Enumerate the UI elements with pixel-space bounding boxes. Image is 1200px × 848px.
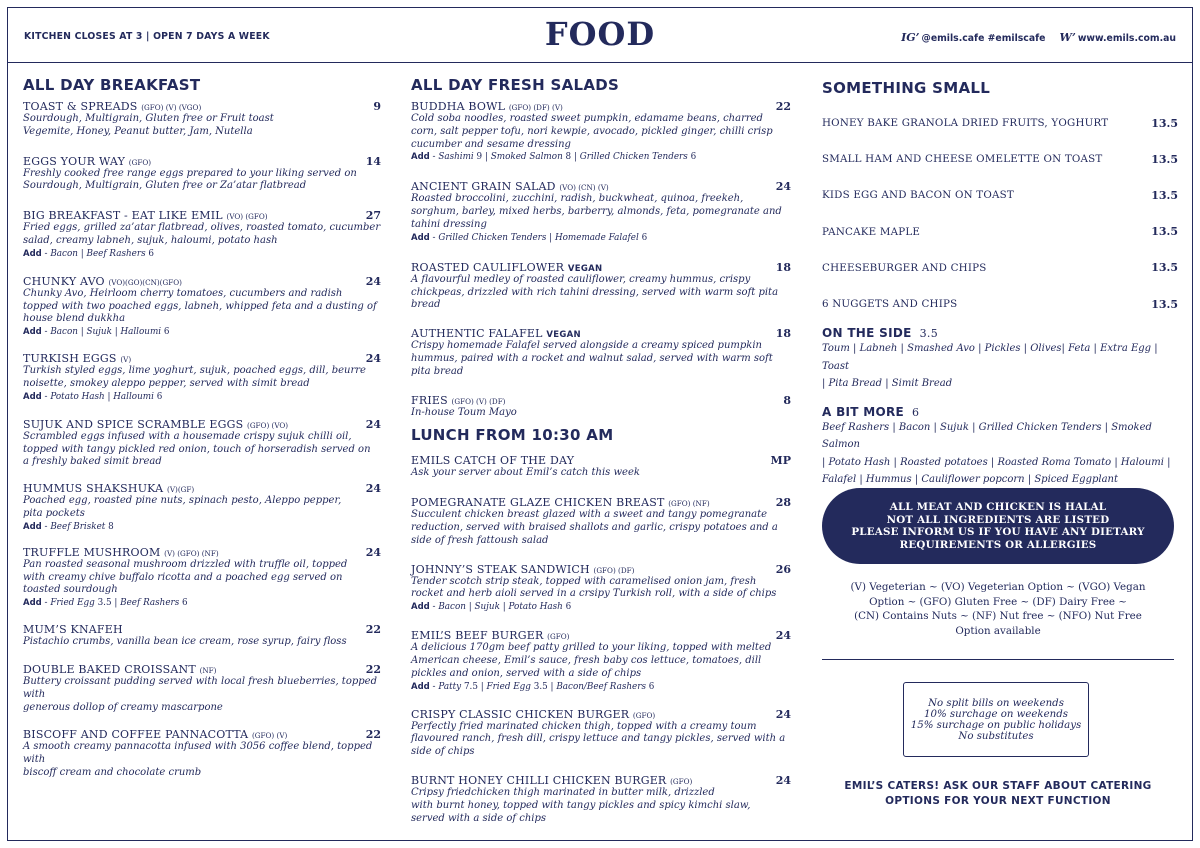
vegan-tag: VEGAN bbox=[546, 330, 581, 341]
dietary-tags: (V) (GFO) (NF) bbox=[164, 548, 219, 558]
legend-line: (V) Vegeterian ~ (VO) Vegeterian Option ~ (VGO) Vegan bbox=[850, 581, 1146, 593]
add-on-price: 6 bbox=[163, 327, 170, 338]
menu-item-header bbox=[411, 708, 791, 721]
menu-item-price: 9 bbox=[373, 100, 381, 113]
menu-item-name: SUJUK AND SPICE SCRAMBLE EGGS bbox=[23, 417, 244, 431]
menu-item-description: pita bread bbox=[411, 365, 464, 377]
dietary-tags: (GFO) (NF) bbox=[668, 499, 710, 509]
add-on-options: Potato Hash | Halloumi bbox=[50, 391, 154, 402]
menu-item-description: topped with tangy pickled red onion, touch of horseradish served on bbox=[23, 443, 371, 455]
on-the-side-label: ON THE SIDE bbox=[822, 326, 912, 341]
menu-item-price: 24 bbox=[365, 274, 381, 288]
menu-item-title bbox=[411, 180, 609, 193]
menu-item-name: CHEESEBURGER AND CHIPS bbox=[822, 261, 987, 274]
on-the-side-price: 3.5 bbox=[919, 327, 938, 341]
section-title-breakfast: ALL DAY BREAKFAST bbox=[23, 76, 201, 94]
menu-item bbox=[411, 261, 791, 312]
menu-item-price: 13.5 bbox=[1151, 188, 1178, 202]
add-label: Add bbox=[23, 521, 42, 532]
menu-item-description: bread bbox=[411, 299, 441, 311]
menu-item-header bbox=[411, 629, 791, 642]
menu-item-price: 24 bbox=[775, 629, 791, 643]
menu-item-description: Vegemite, Honey, Peanut butter, Jam, Nutella bbox=[23, 125, 253, 137]
menu-item-name: BUDDHA BOWL bbox=[411, 100, 506, 113]
menu-item-name: CHUNKY AVO bbox=[23, 274, 105, 288]
menu-item-description: corn, salt pepper tofu, nori kewpie, avocado, pickled ginger, chilli crisp bbox=[411, 125, 773, 137]
menu-item-description: a freshly baked simit bread bbox=[23, 456, 162, 468]
menu-item-name: ANCIENT GRAIN SALAD bbox=[411, 180, 556, 194]
column-salads-lunch bbox=[411, 74, 791, 825]
dietary-tags: (GFO) (DF) bbox=[593, 565, 635, 575]
menu-item-title bbox=[23, 100, 201, 113]
menu-item-name: PANCAKE MAPLE bbox=[822, 225, 921, 238]
add-on-price: 3.5 bbox=[97, 598, 112, 609]
menu-item-price: 28 bbox=[775, 496, 791, 510]
dietary-tags: (V) bbox=[120, 355, 132, 365]
menu-item-description: noisette, smokey aleppo pepper, served with simit bread bbox=[23, 377, 310, 389]
salads-list bbox=[411, 100, 791, 419]
menu-item-name: SMALL HAM AND CHEESE OMELETTE ON TOAST bbox=[822, 153, 1103, 166]
menu-item bbox=[411, 454, 791, 480]
menu-item bbox=[411, 563, 791, 615]
menu-item bbox=[411, 100, 791, 164]
small-list bbox=[822, 105, 1178, 322]
menu-item-header bbox=[411, 261, 791, 274]
menu-item-title bbox=[411, 708, 655, 721]
menu-item bbox=[23, 275, 381, 339]
menu-item-name: AUTHENTIC FALAFEL bbox=[411, 327, 543, 341]
menu-item-header bbox=[23, 482, 381, 495]
add-on-options: Grilled Chicken Tenders bbox=[579, 152, 688, 163]
menu-item-header bbox=[411, 454, 791, 467]
menu-item-title bbox=[23, 482, 194, 495]
add-on-price: 6 bbox=[148, 248, 154, 259]
on-the-side-title bbox=[822, 326, 1178, 340]
menu-item-description: Sourdough, Multigrain, Gluten free or Fruit toast bbox=[23, 113, 274, 124]
menu-item-description: topped with two poached eggs, labneh, whipped feta and a dusting of bbox=[23, 300, 377, 312]
halal-notice bbox=[822, 488, 1174, 564]
divider bbox=[822, 659, 1174, 660]
menu-item-name: CRISPY CLASSIC CHICKEN BURGER bbox=[411, 707, 630, 721]
menu-item-description: Roasted broccolini, zucchini, radish, buckwheat, quinoa, freekeh, bbox=[411, 193, 744, 205]
menu-item-description: In-house Toum Mayo bbox=[411, 406, 517, 418]
menu-item-description: A delicious 170gm beef patty grilled to your liking, topped with melted bbox=[411, 642, 772, 654]
menu-item-description: Chunky Avo, Heirloom cherry tomatoes, cucumbers and radish bbox=[23, 287, 343, 299]
add-on-options: Patty bbox=[438, 681, 462, 692]
menu-item-header bbox=[411, 563, 791, 576]
catering-callout bbox=[822, 779, 1174, 808]
menu-item-name: BIG BREAKFAST - EAT LIKE EMIL bbox=[23, 209, 223, 223]
add-label: Add bbox=[411, 152, 430, 163]
menu-item-title bbox=[411, 100, 563, 113]
menu-item bbox=[411, 496, 791, 547]
menu-item-title bbox=[411, 629, 569, 642]
add-on-price: 6 bbox=[690, 152, 697, 163]
add-on-price: 6 bbox=[641, 232, 648, 243]
add-on-options: Sashimi bbox=[438, 152, 474, 163]
menu-item-description: Pistachio crumbs, vanilla bean ice cream, rose syrup, fairy floss bbox=[23, 636, 347, 648]
menu-item-description: Fried eggs, grilled za’atar flatbread, olives, roasted tomato, cucumber bbox=[23, 222, 381, 234]
menu-item-description: Ask your server about Emil’s catch this week bbox=[411, 467, 640, 479]
menu-item-description: Pan roasted seasonal mushroom drizzled with truffle oil, topped bbox=[23, 558, 348, 570]
section-title-lunch: LUNCH FROM 10:30 AM bbox=[411, 426, 614, 445]
vegan-tag: VEGAN bbox=[567, 263, 603, 274]
small-menu-item bbox=[822, 214, 1178, 250]
add-on-options: Grilled Chicken Tenders | Homemade Falafel bbox=[438, 232, 639, 243]
menu-item-title bbox=[23, 663, 216, 676]
menu-item-description: Scrambled eggs infused with a housemade crispy sujuk chilli oil, bbox=[23, 430, 352, 442]
dietary-tags: (GFO) (V) bbox=[252, 731, 288, 741]
menu-item-header bbox=[23, 663, 381, 676]
menu-item-description: Turkish styled eggs, lime yoghurt, sujuk, poached eggs, dill, beurre bbox=[23, 365, 366, 377]
small-menu-item bbox=[822, 286, 1178, 322]
menu-item-title bbox=[411, 774, 692, 787]
notice-line: 10% surchage on weekends bbox=[924, 708, 1068, 720]
menu-item-header bbox=[411, 327, 791, 340]
menu-item bbox=[411, 774, 791, 825]
on-the-side-items bbox=[822, 340, 1178, 393]
dietary-tags: (GFO) (VO) bbox=[247, 420, 289, 430]
menu-item bbox=[23, 155, 381, 194]
menu-item-title bbox=[23, 352, 131, 365]
menu-item-price: 27 bbox=[365, 209, 381, 223]
dietary-tags: (VO) (GFO) bbox=[226, 212, 268, 222]
add-on-line: Add - Bacon | Sujuk | Halloumi 6 bbox=[23, 327, 170, 338]
menu-item-description: salad, creamy labneh, sujuk, haloumi, potato hash bbox=[23, 234, 278, 246]
menu-item-header bbox=[23, 418, 381, 431]
on-the-side-line: Toum | Labneh | Smashed Avo | Pickles | Olives| Feta | Extra Egg | Toast bbox=[822, 343, 1158, 372]
menu-item-name: JOHNNY’S STEAK SANDWICH bbox=[411, 562, 590, 576]
add-on-options: Bacon | Sujuk | Halloumi bbox=[50, 327, 162, 338]
menu-item-description: side of chips bbox=[411, 746, 475, 758]
menu-item-description: Freshly cooked free range eggs prepared to your liking served on bbox=[23, 167, 357, 179]
menu-item-title bbox=[23, 155, 151, 168]
add-on-price: 6 bbox=[565, 602, 572, 613]
dietary-tags: (GFO) bbox=[547, 632, 570, 642]
menu-item-header bbox=[411, 100, 791, 113]
menu-item-description: Tender scotch strip steak, topped with caramelised onion jam, fresh bbox=[411, 575, 757, 587]
menu-item-title bbox=[411, 563, 634, 576]
halal-line: NOT ALL INGREDIENTS ARE LISTED bbox=[886, 513, 1110, 526]
menu-item-title bbox=[23, 546, 219, 559]
menu-item-header bbox=[23, 100, 381, 113]
add-on-line: Add - Bacon | Beef Rashers 6 bbox=[23, 248, 154, 259]
menu-item-header bbox=[23, 546, 381, 559]
add-label: Add bbox=[23, 391, 42, 402]
menu-item bbox=[411, 629, 791, 693]
menu-item-description: toasted sourdough bbox=[23, 584, 118, 596]
add-label: Add bbox=[23, 248, 42, 259]
catering-line: OPTIONS FOR YOUR NEXT FUNCTION bbox=[885, 794, 1111, 807]
a-bit-more-line: Beef Rashers | Bacon | Sujuk | Grilled Chicken Tenders | Smoked Salmon bbox=[822, 421, 1152, 451]
a-bit-more-line: Falafel | Hummus | Cauliflower popcorn | Spiced Eggplant bbox=[822, 474, 1118, 486]
menu-item-description: tahini dressing bbox=[411, 218, 487, 230]
menu-item-name: BISCOFF AND COFFEE PANNACOTTA bbox=[23, 728, 249, 742]
menu-item-description: hummus, paired with a rocket and walnut salad, served with warm soft bbox=[411, 352, 773, 364]
menu-item-price: 24 bbox=[775, 707, 791, 721]
website-link[interactable]: www.emils.com.au bbox=[1077, 33, 1176, 44]
menu-item-description: Succulent chicken breast glazed with a sweet and tangy pomegranate bbox=[411, 509, 768, 521]
menu-item-price: 18 bbox=[775, 327, 791, 341]
menu-item-name: BURNT HONEY CHILLI CHICKEN BURGER bbox=[411, 773, 667, 787]
a-bit-more-price: 6 bbox=[912, 405, 920, 419]
menu-item-price: 26 bbox=[775, 562, 791, 576]
add-on-price: 6 bbox=[648, 681, 655, 692]
small-menu-item bbox=[822, 250, 1178, 286]
instagram-handle[interactable]: @emils.cafe #emilscafe bbox=[921, 33, 1046, 44]
dietary-tags: (V)(GF) bbox=[167, 485, 195, 495]
add-label: Add bbox=[411, 681, 430, 692]
column-small bbox=[822, 74, 1178, 489]
dietary-tags: (GFO) (DF) (V) bbox=[508, 103, 563, 112]
dietary-tags: (GFO) bbox=[632, 710, 656, 720]
dietary-legend bbox=[830, 580, 1166, 638]
menu-item-title bbox=[23, 418, 288, 431]
add-on-price: 8 bbox=[108, 521, 114, 532]
instagram-label: IG’ bbox=[901, 31, 920, 44]
add-on-line: Add - Beef Brisket 8 bbox=[23, 521, 114, 532]
header-divider bbox=[7, 62, 1193, 63]
menu-item-header bbox=[411, 180, 791, 193]
lunch-list bbox=[411, 454, 791, 825]
menu-item-title bbox=[411, 327, 581, 340]
menu-item bbox=[23, 663, 381, 714]
add-on-options: Fried Egg bbox=[50, 598, 95, 609]
menu-item bbox=[23, 418, 381, 469]
menu-item-name: POMEGRANATE GLAZE CHICKEN BREAST bbox=[411, 496, 665, 510]
menu-item-name: HONEY BAKE GRANOLA DRIED FRUITS, YOGHURT bbox=[822, 117, 1109, 130]
menu-item-title bbox=[23, 623, 123, 636]
menu-item-price: MP bbox=[770, 454, 791, 468]
small-menu-item bbox=[822, 141, 1178, 177]
menu-item bbox=[23, 100, 381, 139]
menu-item-description: Perfectly fried marinated chicken thigh, topped with a creamy toum bbox=[411, 720, 757, 732]
menu-item-title bbox=[411, 394, 506, 407]
section-title-small: SOMETHING SMALL bbox=[822, 79, 991, 97]
menu-item bbox=[23, 546, 381, 610]
menu-item-price: 24 bbox=[775, 773, 791, 787]
add-on-price: 3.5 bbox=[533, 681, 548, 692]
legend-line: Option ~ (GFO) Gluten Free ~ (DF) Dairy Free ~ bbox=[869, 595, 1127, 608]
menu-item-header bbox=[411, 774, 791, 787]
a-bit-more-label: A BIT MORE bbox=[822, 404, 905, 419]
dietary-tags: (GFO) (V) (DF) bbox=[451, 396, 506, 406]
add-on-options: Fried Egg bbox=[486, 681, 531, 692]
menu-item-title bbox=[411, 496, 710, 509]
legend-line: (CN) Contains Nuts ~ (NF) Nut free ~ (NFO) Nut Free bbox=[854, 610, 1142, 622]
menu-item-header bbox=[23, 728, 381, 741]
menu-item-price: 13.5 bbox=[1151, 261, 1178, 275]
add-on-price: 7.5 bbox=[463, 681, 478, 692]
menu-item-description: A flavourful medley of roasted cauliflower, creamy hummus, crispy bbox=[411, 273, 751, 285]
menu-item-price: 13.5 bbox=[1151, 152, 1178, 166]
add-label: Add bbox=[411, 602, 430, 613]
halal-line: REQUIREMENTS OR ALLERGIES bbox=[899, 538, 1097, 551]
menu-item-price: 22 bbox=[365, 728, 381, 742]
menu-item-name: TURKISH EGGS bbox=[23, 352, 117, 366]
menu-item-description: biscoff cream and chocolate crumb bbox=[23, 766, 202, 778]
notice-line: No substitutes bbox=[958, 730, 1034, 742]
menu-item-name: 6 NUGGETS AND CHIPS bbox=[822, 298, 958, 311]
menu-item-price: 8 bbox=[783, 393, 791, 407]
small-menu-item bbox=[822, 105, 1178, 141]
add-on-line: Add - Sashimi 9 | Smoked Salmon 8 | Grilled Chicken Tenders 6 bbox=[411, 152, 697, 163]
add-on-line: Add - Fried Egg 3.5 | Beef Rashers 6 bbox=[23, 598, 188, 609]
menu-item-header bbox=[23, 155, 381, 168]
menu-item-price: 24 bbox=[365, 417, 381, 431]
menu-item-price: 22 bbox=[365, 662, 381, 676]
website-label: W’ bbox=[1059, 31, 1076, 44]
menu-item-name: EGGS YOUR WAY bbox=[23, 154, 126, 168]
social-links bbox=[901, 31, 1176, 44]
menu-item-description: rocket and herb aioli served in a crsipy Turkish roll, with a side of chips bbox=[411, 588, 777, 600]
menu-item-name: MUM’S KNAFEH bbox=[23, 623, 123, 637]
add-on-options: Bacon | Beef Rashers bbox=[50, 248, 146, 259]
menu-item-price: 18 bbox=[775, 260, 791, 274]
small-menu-item bbox=[822, 177, 1178, 213]
menu-item-name: ROASTED CAULIFLOWER bbox=[411, 260, 565, 274]
menu-item bbox=[23, 728, 381, 779]
add-on-price: 8 bbox=[565, 152, 572, 163]
menu-item-name: FRIES bbox=[411, 393, 448, 407]
add-on-price: 9 bbox=[476, 152, 483, 163]
add-on-line: Add - Grilled Chicken Tenders | Homemade Falafel 6 bbox=[411, 232, 648, 243]
menu-item-description: generous dollop of creamy mascarpone bbox=[23, 701, 223, 713]
add-on-options: Bacon/Beef Rashers bbox=[556, 681, 646, 692]
add-on-price: 6 bbox=[156, 391, 163, 402]
menu-item-price: 13.5 bbox=[1151, 116, 1178, 130]
dietary-tags: (GFO) (V) (VGO) bbox=[141, 103, 202, 112]
legend-line: Option available bbox=[955, 624, 1041, 637]
menu-item bbox=[411, 394, 791, 420]
menu-item-description: A smooth creamy pannacotta infused with 3056 coffee blend, topped with bbox=[23, 741, 373, 766]
menu-item-header bbox=[23, 352, 381, 365]
dietary-tags: (GFO) bbox=[670, 776, 693, 786]
notice-line: 15% surchage on public holidays bbox=[910, 719, 1082, 731]
menu-item-description: reduction, served with braised shallots and garlic, crispy potatoes and a bbox=[411, 521, 778, 533]
menu-item-name: HUMMUS SHAKSHUKA bbox=[23, 482, 164, 496]
menu-item-price: 24 bbox=[365, 482, 381, 496]
add-on-line: Add - Bacon | Sujuk | Potato Hash 6 bbox=[411, 602, 572, 613]
menu-item bbox=[411, 708, 791, 759]
menu-item bbox=[411, 180, 791, 244]
page-title: FOOD bbox=[544, 15, 656, 53]
add-label: Add bbox=[23, 327, 42, 338]
column-breakfast bbox=[23, 74, 381, 780]
kitchen-hours: KITCHEN CLOSES AT 3 | OPEN 7 DAYS A WEEK bbox=[24, 31, 270, 42]
add-on-options: Bacon | Sujuk | Potato Hash bbox=[438, 602, 563, 613]
menu-item-description: flavoured ranch, fresh dill, crispy lettuce and tangy pickles, served with a bbox=[411, 733, 786, 745]
halal-line: ALL MEAT AND CHICKEN IS HALAL bbox=[889, 501, 1107, 513]
menu-item-header bbox=[23, 623, 381, 636]
menu-item-description: sorghum, barley, mixed herbs, barberry, almonds, feta, pomegranate and bbox=[411, 206, 782, 218]
menu-item-name: TRUFFLE MUSHROOM bbox=[23, 545, 161, 559]
add-on-options: Beef Brisket bbox=[50, 521, 106, 532]
add-on-line: Add - Patty 7.5 | Fried Egg 3.5 | Bacon/Beef Rashers 6 bbox=[411, 681, 655, 692]
menu-item bbox=[23, 623, 381, 649]
menu-item-title bbox=[411, 261, 602, 274]
dietary-tags: (GFO) bbox=[128, 157, 152, 167]
menu-item-header bbox=[23, 209, 381, 222]
catering-line: EMIL’S CATERS! ASK OUR STAFF ABOUT CATERING bbox=[844, 780, 1152, 792]
menu-item-title bbox=[23, 209, 268, 222]
menu-item-title bbox=[411, 454, 574, 467]
menu-item-description: Sourdough, Multigrain, Gluten free or Za’atar flatbread bbox=[23, 180, 307, 192]
menu-item-description: side of fresh fattoush salad bbox=[411, 534, 549, 546]
a-bit-more-block bbox=[822, 405, 1178, 489]
menu-item-description: pickles and onion, served with a side of chips bbox=[411, 667, 642, 679]
add-on-line: Add - Potato Hash | Halloumi 6 bbox=[23, 391, 163, 402]
on-the-side-block bbox=[822, 326, 1178, 393]
menu-item-name: KIDS EGG AND BACON ON TOAST bbox=[822, 189, 1014, 202]
a-bit-more-items bbox=[822, 419, 1178, 489]
dietary-tags: (NF) bbox=[199, 665, 217, 675]
menu-item-name: DOUBLE BAKED CROISSANT bbox=[23, 662, 196, 676]
dietary-tags: (VO) (CN) (V) bbox=[559, 183, 609, 193]
menu-item-header bbox=[411, 496, 791, 509]
on-the-side-line: | Pita Bread | Simit Bread bbox=[822, 378, 953, 390]
menu-item-description: pita pockets bbox=[23, 507, 85, 519]
menu-item-price: 22 bbox=[365, 623, 381, 637]
menu-item-price: 22 bbox=[775, 100, 791, 113]
menu-item-name: EMILS CATCH OF THE DAY bbox=[411, 454, 575, 468]
add-on-options: Beef Rashers bbox=[120, 598, 180, 609]
menu-item-description: Cold soba noodles, roasted sweet pumpkin, edamame beans, charred bbox=[411, 113, 763, 124]
menu-item-description: Poached egg, roasted pine nuts, spinach pesto, Aleppo pepper, bbox=[23, 495, 342, 507]
dietary-tags: (VO)(GO)(CN)(GFO) bbox=[108, 277, 182, 287]
menu-item-title bbox=[23, 275, 182, 288]
add-on-options: Smoked Salmon bbox=[490, 152, 563, 163]
halal-line: PLEASE INFORM US IF YOU HAVE ANY DIETARY bbox=[851, 526, 1145, 538]
notice-line: No split bills on weekends bbox=[928, 697, 1064, 709]
menu-item-title bbox=[23, 728, 287, 741]
menu-item-description: Buttery croissant pudding served with local fresh blueberries, topped with bbox=[23, 675, 377, 700]
menu-item-price: 24 bbox=[365, 352, 381, 366]
section-title-salads: ALL DAY FRESH SALADS bbox=[411, 76, 620, 94]
menu-item-price: 24 bbox=[365, 545, 381, 559]
menu-item-description: served with a side of chips bbox=[411, 812, 547, 824]
menu-item-price: 13.5 bbox=[1151, 225, 1178, 239]
policy-notice bbox=[903, 682, 1089, 757]
menu-item-header bbox=[23, 275, 381, 288]
menu-item-description: Crispy homemade Falafel served alongside a creamy spiced pumpkin bbox=[411, 340, 762, 352]
menu-item bbox=[23, 482, 381, 534]
menu-item-price: 14 bbox=[365, 154, 381, 168]
menu-item-description: with creamy chive buffalo ricotta and a poached egg served on bbox=[23, 571, 343, 583]
menu-item-header bbox=[411, 394, 791, 407]
a-bit-more-title bbox=[822, 405, 1178, 419]
add-label: Add bbox=[411, 232, 430, 243]
add-on-price: 6 bbox=[182, 598, 188, 609]
add-label: Add bbox=[23, 598, 42, 609]
menu-item bbox=[23, 352, 381, 404]
menu-item bbox=[411, 327, 791, 378]
menu-item-price: 13.5 bbox=[1151, 297, 1178, 311]
menu-item-description: cucumber and sesame dressing bbox=[411, 138, 571, 150]
menu-item-description: chickpeas, drizzled with rich tahini dressing, served with warm soft pita bbox=[411, 286, 779, 298]
menu-item bbox=[23, 209, 381, 261]
breakfast-list bbox=[23, 100, 381, 780]
menu-item-description: house blend dukkha bbox=[23, 313, 126, 325]
menu-item-name: EMIL’S BEEF BURGER bbox=[411, 629, 544, 643]
a-bit-more-line: | Potato Hash | Roasted potatoes | Roasted Roma Tomato | Haloumi | bbox=[822, 456, 1171, 468]
menu-item-description: Cripsy friedchicken thigh marinated in butter milk, drizzled bbox=[411, 786, 715, 798]
menu-item-name: TOAST & SPREADS bbox=[23, 100, 138, 113]
menu-item-price: 24 bbox=[775, 180, 791, 194]
menu-item-description: with burnt honey, topped with tangy pickles and spicy kimchi slaw, bbox=[411, 799, 751, 811]
menu-item-description: American cheese, Emil’s sauce, fresh baby cos lettuce, tomatoes, dill bbox=[411, 654, 762, 666]
